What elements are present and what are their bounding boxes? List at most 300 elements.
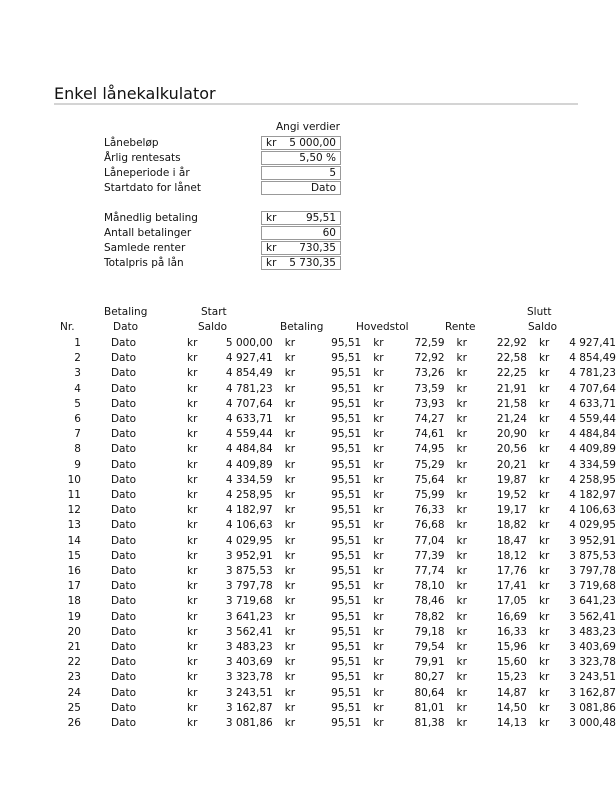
result-label-monthly-payment: Månedlig betaling	[104, 212, 198, 224]
currency-label: kr	[538, 382, 550, 395]
currency-label: kr	[266, 137, 277, 149]
table-row	[54, 655, 616, 670]
currency-label: kr	[538, 489, 550, 502]
row-start-balance: 3 243,51	[225, 686, 273, 699]
row-end-balance: 4 409,89	[569, 443, 616, 456]
header-start-balance: Saldo	[198, 321, 228, 333]
currency-label: kr	[538, 413, 550, 426]
row-interest: 17,05	[496, 595, 527, 608]
row-principal: 73,93	[414, 397, 445, 410]
currency-label: kr	[187, 519, 198, 532]
currency-label: kr	[284, 565, 296, 578]
row-payment: 95,51	[331, 701, 362, 714]
row-start-balance: 3 403,69	[225, 656, 273, 669]
currency-label: kr	[373, 413, 384, 426]
currency-label: kr	[373, 489, 384, 502]
header-start-top: Start	[201, 306, 227, 318]
row-interest: 18,12	[496, 549, 527, 562]
currency-label: kr	[456, 656, 467, 669]
row-start-balance: 3 562,41	[225, 625, 273, 638]
row-number: 3	[74, 367, 81, 380]
loan-amount-field[interactable]	[261, 136, 341, 150]
row-interest: 14,87	[496, 686, 527, 699]
start-date-field[interactable]	[261, 181, 341, 195]
row-payment: 95,51	[331, 337, 362, 349]
currency-label: kr	[456, 489, 467, 502]
currency-label: kr	[373, 352, 384, 365]
row-interest: 18,47	[496, 534, 527, 547]
interest-rate-value: 5,50 %	[299, 152, 336, 164]
currency-label: kr	[538, 337, 550, 349]
row-end-balance: 3 875,53	[569, 549, 616, 562]
row-start-balance: 3 162,87	[225, 701, 273, 714]
row-number: 20	[67, 625, 81, 638]
row-end-balance: 4 781,23	[569, 367, 616, 380]
row-number: 23	[67, 671, 81, 684]
currency-label: kr	[373, 580, 384, 593]
currency-label: kr	[187, 595, 198, 608]
currency-label: kr	[538, 565, 550, 578]
row-interest: 15,96	[496, 641, 527, 654]
currency-label: kr	[284, 458, 296, 471]
row-interest: 21,58	[496, 397, 527, 410]
currency-label: kr	[538, 519, 550, 532]
currency-label: kr	[538, 352, 550, 365]
currency-label: kr	[456, 443, 467, 456]
row-date: Dato	[110, 580, 136, 593]
table-row	[54, 670, 616, 685]
currency-label: kr	[284, 519, 296, 532]
row-end-balance: 4 334,59	[569, 458, 616, 471]
table-row	[54, 579, 616, 594]
interest-rate-field[interactable]	[261, 151, 341, 165]
table-row	[54, 610, 616, 625]
row-number: 1	[74, 337, 81, 349]
row-date: Dato	[110, 367, 136, 380]
row-date: Dato	[110, 504, 136, 517]
currency-label: kr	[187, 367, 198, 380]
currency-label: kr	[284, 382, 296, 395]
header-nr: Nr.	[60, 321, 75, 333]
currency-label: kr	[284, 428, 296, 441]
row-end-balance: 4 854,49	[569, 352, 616, 365]
currency-label: kr	[187, 686, 198, 699]
currency-label: kr	[284, 352, 296, 365]
header-payment-top: Betaling	[104, 306, 148, 318]
header-end-top: Slutt	[527, 306, 552, 318]
row-payment: 95,51	[331, 656, 362, 669]
currency-label: kr	[284, 443, 296, 456]
currency-label: kr	[456, 337, 467, 349]
currency-label: kr	[538, 580, 550, 593]
row-end-balance: 3 797,78	[569, 565, 616, 578]
loan-period-value: 5	[329, 167, 336, 179]
currency-label: kr	[538, 595, 550, 608]
input-label-loan-period: Låneperiode i år	[104, 167, 190, 179]
currency-label: kr	[284, 367, 296, 380]
result-label-total-interest: Samlede renter	[104, 242, 186, 254]
row-principal: 80,27	[414, 671, 445, 684]
table-row	[54, 382, 616, 397]
currency-label: kr	[373, 473, 384, 486]
row-principal: 75,64	[414, 473, 445, 486]
row-start-balance: 4 484,84	[225, 443, 273, 456]
currency-label: kr	[538, 610, 550, 623]
row-number: 22	[67, 656, 81, 669]
row-payment: 95,51	[331, 443, 362, 456]
row-start-balance: 4 182,97	[225, 504, 273, 517]
currency-label: kr	[266, 242, 277, 254]
row-number: 2	[74, 352, 81, 365]
row-interest: 16,33	[496, 625, 527, 638]
row-date: Dato	[110, 595, 136, 608]
row-principal: 78,82	[414, 610, 445, 623]
currency-label: kr	[187, 337, 198, 349]
currency-label: kr	[373, 549, 384, 562]
row-payment: 95,51	[331, 367, 362, 380]
row-payment: 95,51	[331, 595, 362, 608]
row-interest: 20,90	[496, 428, 527, 441]
row-end-balance: 4 484,84	[569, 428, 616, 441]
row-number: 10	[67, 473, 81, 486]
input-label-interest-rate: Årlig rentesats	[104, 152, 181, 164]
row-interest: 21,91	[496, 382, 527, 395]
row-payment: 95,51	[331, 352, 362, 365]
currency-label: kr	[284, 580, 296, 593]
number-of-payments-box	[261, 226, 341, 240]
row-start-balance: 3 952,91	[225, 549, 273, 562]
row-date: Dato	[110, 519, 136, 532]
row-payment: 95,51	[331, 534, 362, 547]
currency-label: kr	[456, 595, 467, 608]
currency-label: kr	[187, 671, 198, 684]
row-principal: 78,46	[414, 595, 445, 608]
row-end-balance: 4 106,63	[569, 504, 616, 517]
row-payment: 95,51	[331, 382, 362, 395]
row-start-balance: 4 029,95	[225, 534, 273, 547]
row-start-balance: 4 927,41	[225, 352, 273, 365]
table-row	[54, 625, 616, 640]
currency-label: kr	[187, 534, 198, 547]
row-start-balance: 4 106,63	[225, 519, 273, 532]
currency-label: kr	[538, 397, 550, 410]
currency-label: kr	[284, 701, 296, 714]
row-number: 25	[67, 701, 81, 714]
row-end-balance: 3 641,23	[569, 595, 616, 608]
table-row	[54, 640, 616, 655]
currency-label: kr	[284, 595, 296, 608]
total-interest-box	[261, 241, 341, 255]
total-interest-value: 730,35	[299, 242, 336, 254]
currency-label: kr	[284, 397, 296, 410]
currency-label: kr	[187, 565, 198, 578]
currency-label: kr	[456, 352, 467, 365]
row-principal: 79,54	[414, 641, 445, 654]
currency-label: kr	[284, 549, 296, 562]
row-date: Dato	[110, 428, 136, 441]
row-number: 16	[67, 565, 81, 578]
loan-period-field[interactable]	[261, 166, 341, 180]
row-number: 26	[67, 717, 81, 730]
row-principal: 77,39	[414, 549, 445, 562]
row-interest: 15,23	[496, 671, 527, 684]
row-end-balance: 3 952,91	[569, 534, 616, 547]
currency-label: kr	[456, 686, 467, 699]
currency-label: kr	[456, 580, 467, 593]
row-payment: 95,51	[331, 686, 362, 699]
currency-label: kr	[187, 701, 198, 714]
table-row	[54, 442, 616, 457]
currency-label: kr	[373, 519, 384, 532]
table-row	[54, 488, 616, 503]
currency-label: kr	[373, 443, 384, 456]
table-row	[54, 518, 616, 533]
currency-label: kr	[538, 443, 550, 456]
title-divider	[54, 103, 578, 105]
row-date: Dato	[110, 549, 136, 562]
row-principal: 79,18	[414, 625, 445, 638]
row-date: Dato	[110, 565, 136, 578]
row-date: Dato	[110, 473, 136, 486]
row-interest: 15,60	[496, 656, 527, 669]
table-row	[54, 503, 616, 518]
row-number: 18	[67, 595, 81, 608]
row-payment: 95,51	[331, 504, 362, 517]
currency-label: kr	[187, 489, 198, 502]
row-interest: 19,17	[496, 504, 527, 517]
row-number: 12	[67, 504, 81, 517]
row-start-balance: 3 081,86	[225, 717, 273, 730]
currency-label: kr	[187, 641, 198, 654]
table-row	[54, 427, 616, 442]
table-row	[54, 716, 616, 731]
header-payment: Betaling	[280, 321, 324, 333]
currency-label: kr	[187, 413, 198, 426]
currency-label: kr	[456, 458, 467, 471]
currency-label: kr	[373, 686, 384, 699]
header-interest: Rente	[445, 321, 476, 333]
row-date: Dato	[110, 686, 136, 699]
row-number: 4	[74, 382, 81, 395]
row-date: Dato	[110, 717, 136, 730]
row-end-balance: 4 927,41	[569, 337, 616, 349]
row-start-balance: 4 258,95	[225, 489, 273, 502]
amortization-table	[54, 336, 616, 731]
row-end-balance: 3 081,86	[569, 701, 616, 714]
row-number: 24	[67, 686, 81, 699]
currency-label: kr	[538, 656, 550, 669]
row-payment: 95,51	[331, 428, 362, 441]
total-cost-box	[261, 256, 341, 270]
currency-label: kr	[538, 641, 550, 654]
row-date: Dato	[110, 352, 136, 365]
currency-label: kr	[187, 549, 198, 562]
row-interest: 22,58	[496, 352, 527, 365]
currency-label: kr	[187, 580, 198, 593]
row-principal: 74,95	[414, 443, 445, 456]
monthly-payment-box	[261, 211, 341, 225]
input-label-loan-amount: Lånebeløp	[104, 137, 159, 149]
table-row	[54, 473, 616, 488]
row-payment: 95,51	[331, 671, 362, 684]
row-date: Dato	[110, 610, 136, 623]
row-principal: 80,64	[414, 686, 445, 699]
row-interest: 18,82	[496, 519, 527, 532]
row-interest: 17,41	[496, 580, 527, 593]
row-number: 5	[74, 397, 81, 410]
result-label-number-of-payments: Antall betalinger	[104, 227, 192, 239]
currency-label: kr	[187, 610, 198, 623]
row-principal: 74,61	[414, 428, 445, 441]
inputs-header: Angi verdier	[276, 121, 340, 133]
table-row	[54, 594, 616, 609]
row-end-balance: 4 029,95	[569, 519, 616, 532]
currency-label: kr	[373, 504, 384, 517]
currency-label: kr	[456, 534, 467, 547]
row-date: Dato	[110, 534, 136, 547]
table-row	[54, 564, 616, 579]
row-end-balance: 3 562,41	[569, 610, 616, 623]
row-interest: 20,21	[496, 458, 527, 471]
row-interest: 22,25	[496, 367, 527, 380]
currency-label: kr	[373, 671, 384, 684]
currency-label: kr	[373, 717, 384, 730]
row-number: 9	[74, 458, 81, 471]
monthly-payment-value: 95,51	[305, 212, 336, 224]
row-date: Dato	[110, 458, 136, 471]
total-cost-value: 5 730,35	[289, 257, 336, 269]
currency-label: kr	[284, 413, 296, 426]
row-payment: 95,51	[331, 565, 362, 578]
row-end-balance: 4 633,71	[569, 397, 616, 410]
currency-label: kr	[187, 443, 198, 456]
currency-label: kr	[456, 549, 467, 562]
currency-label: kr	[373, 382, 384, 395]
currency-label: kr	[538, 717, 550, 730]
row-end-balance: 4 707,64	[569, 382, 616, 395]
row-date: Dato	[110, 443, 136, 456]
row-principal: 72,92	[414, 352, 445, 365]
table-row	[54, 458, 616, 473]
table-row	[54, 412, 616, 427]
currency-label: kr	[284, 625, 296, 638]
row-start-balance: 4 854,49	[225, 367, 273, 380]
row-date: Dato	[110, 337, 136, 349]
currency-label: kr	[456, 671, 467, 684]
currency-label: kr	[456, 397, 467, 410]
currency-label: kr	[187, 458, 198, 471]
row-date: Dato	[110, 625, 136, 638]
currency-label: kr	[538, 625, 550, 638]
row-principal: 81,01	[414, 701, 445, 714]
currency-label: kr	[456, 565, 467, 578]
currency-label: kr	[284, 489, 296, 502]
row-principal: 75,29	[414, 458, 445, 471]
currency-label: kr	[373, 458, 384, 471]
row-date: Dato	[110, 382, 136, 395]
table-row	[54, 397, 616, 412]
row-principal: 76,33	[414, 504, 445, 517]
row-start-balance: 4 559,44	[225, 428, 273, 441]
row-principal: 79,91	[414, 656, 445, 669]
row-start-balance: 4 781,23	[225, 382, 273, 395]
row-number: 11	[67, 489, 81, 502]
row-date: Dato	[110, 671, 136, 684]
currency-label: kr	[456, 610, 467, 623]
currency-label: kr	[373, 641, 384, 654]
currency-label: kr	[456, 519, 467, 532]
row-principal: 76,68	[414, 519, 445, 532]
row-end-balance: 3 162,87	[569, 686, 616, 699]
currency-label: kr	[456, 625, 467, 638]
row-principal: 74,27	[414, 413, 445, 426]
currency-label: kr	[284, 641, 296, 654]
currency-label: kr	[456, 382, 467, 395]
row-date: Dato	[110, 413, 136, 426]
row-interest: 16,69	[496, 610, 527, 623]
currency-label: kr	[538, 549, 550, 562]
table-row	[54, 686, 616, 701]
currency-label: kr	[187, 352, 198, 365]
table-row	[54, 336, 616, 351]
row-payment: 95,51	[331, 458, 362, 471]
result-label-total-cost: Totalpris på lån	[104, 257, 184, 269]
row-end-balance: 3 000,48	[569, 717, 616, 730]
row-start-balance: 3 483,23	[225, 641, 273, 654]
row-interest: 14,50	[496, 701, 527, 714]
row-number: 14	[67, 534, 81, 547]
row-end-balance: 4 258,95	[569, 473, 616, 486]
row-end-balance: 4 559,44	[569, 413, 616, 426]
row-interest: 20,56	[496, 443, 527, 456]
row-payment: 95,51	[331, 610, 362, 623]
currency-label: kr	[538, 458, 550, 471]
row-payment: 95,51	[331, 519, 362, 532]
row-start-balance: 4 707,64	[225, 397, 273, 410]
row-payment: 95,51	[331, 489, 362, 502]
currency-label: kr	[456, 367, 467, 380]
currency-label: kr	[538, 534, 550, 547]
table-row	[54, 534, 616, 549]
row-number: 19	[67, 610, 81, 623]
currency-label: kr	[538, 504, 550, 517]
currency-label: kr	[456, 428, 467, 441]
row-interest: 22,92	[496, 337, 527, 349]
currency-label: kr	[373, 367, 384, 380]
currency-label: kr	[538, 428, 550, 441]
currency-label: kr	[538, 367, 550, 380]
row-start-balance: 3 323,78	[225, 671, 273, 684]
row-start-balance: 4 409,89	[225, 458, 273, 471]
row-end-balance: 3 403,69	[569, 641, 616, 654]
currency-label: kr	[373, 610, 384, 623]
currency-label: kr	[373, 701, 384, 714]
page-title: Enkel lånekalkulator	[54, 84, 216, 103]
currency-label: kr	[284, 337, 296, 349]
currency-label: kr	[284, 656, 296, 669]
row-number: 17	[67, 580, 81, 593]
row-payment: 95,51	[331, 413, 362, 426]
currency-label: kr	[456, 473, 467, 486]
currency-label: kr	[187, 717, 198, 730]
row-principal: 75,99	[414, 489, 445, 502]
input-label-start-date: Startdato for lånet	[104, 182, 201, 194]
currency-label: kr	[284, 473, 296, 486]
header-end-balance: Saldo	[528, 321, 558, 333]
currency-label: kr	[373, 595, 384, 608]
currency-label: kr	[538, 701, 550, 714]
currency-label: kr	[373, 656, 384, 669]
